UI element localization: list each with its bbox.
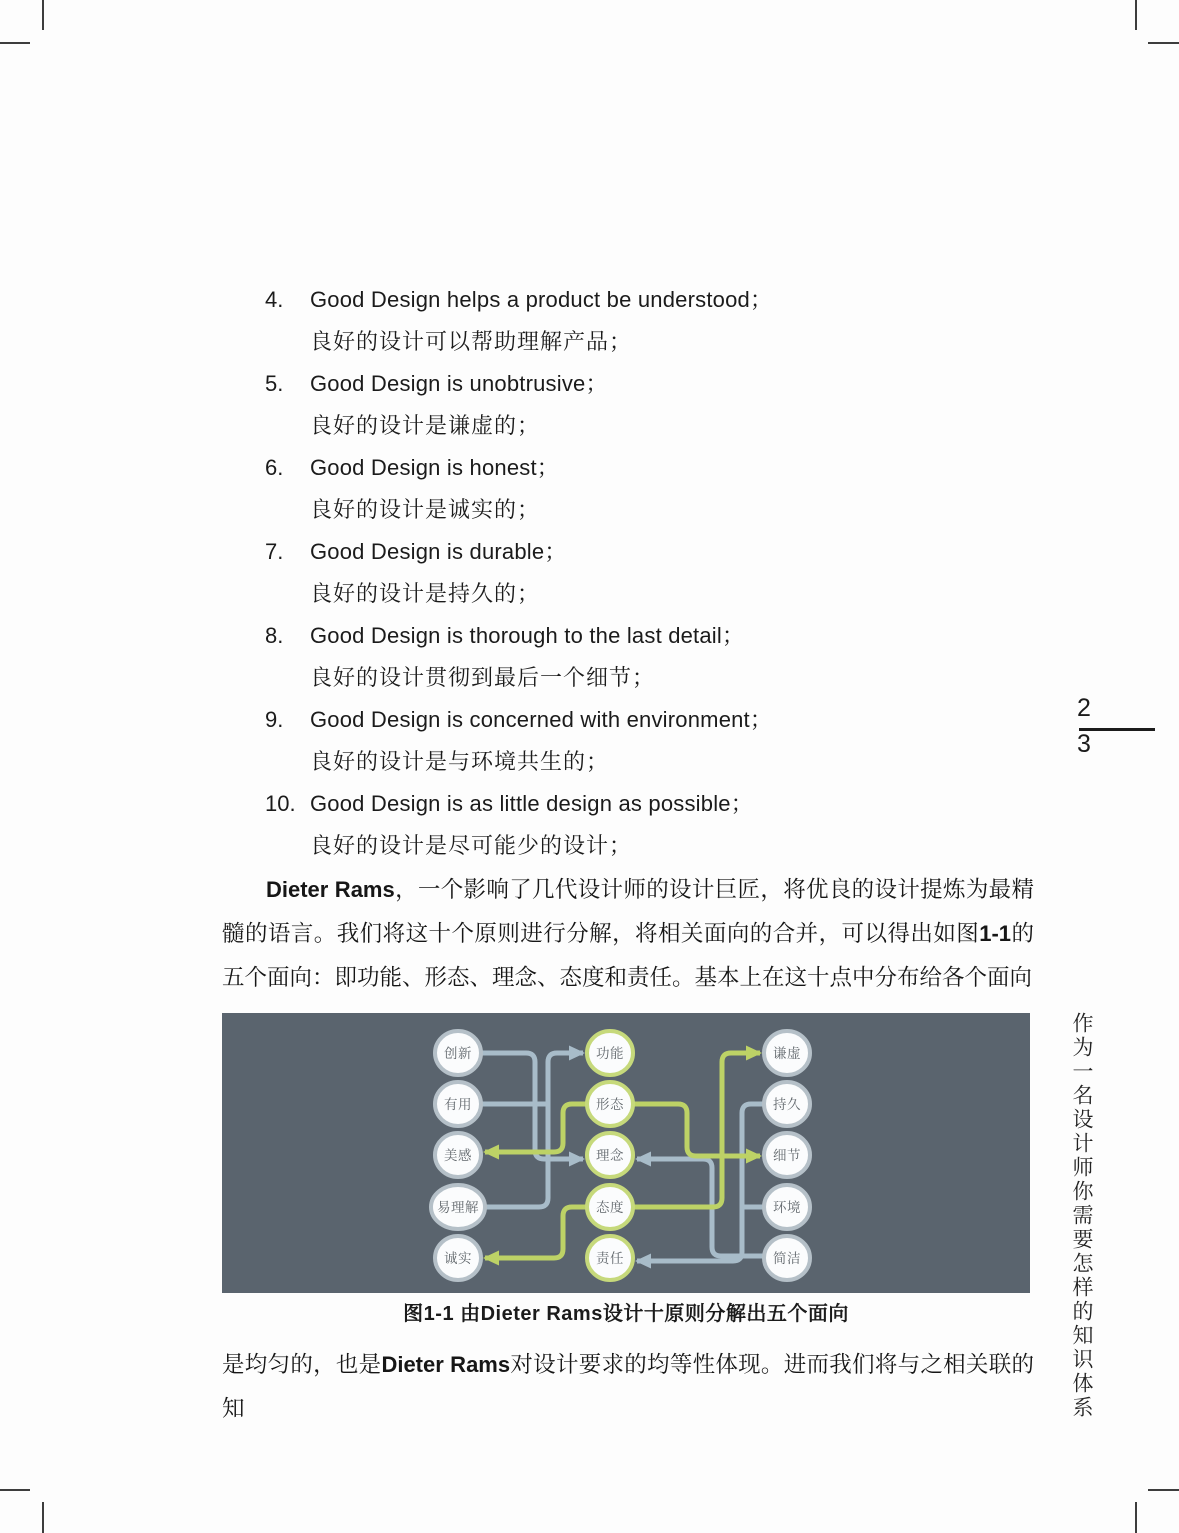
diagram-node-label: 易理解 bbox=[437, 1199, 479, 1215]
list-item bbox=[265, 699, 1055, 783]
diagram-node-label: 细节 bbox=[773, 1147, 801, 1163]
diagram-node bbox=[587, 1185, 633, 1229]
crop-mark-top-right-v bbox=[1135, 0, 1137, 30]
list-item-number: 4. bbox=[265, 287, 284, 312]
list-item-number: 7. bbox=[265, 539, 284, 564]
diagram-node bbox=[764, 1031, 810, 1075]
text-segment: Dieter Rams bbox=[266, 877, 395, 902]
crop-mark-bottom-right-h bbox=[1148, 1489, 1179, 1491]
diagram-node bbox=[435, 1236, 481, 1280]
principle-chinese: 良好的设计是与环境共生的； bbox=[310, 749, 610, 774]
principle-english: Good Design is thorough to the last detail； bbox=[310, 623, 745, 648]
diagram-node-label: 态度 bbox=[596, 1199, 624, 1215]
text-segment: Dieter Rams bbox=[381, 1352, 511, 1377]
page-number-top: 2 bbox=[1077, 694, 1091, 722]
diagram-node-label: 持久 bbox=[773, 1096, 801, 1112]
diagram-node bbox=[587, 1236, 633, 1280]
text-segment: 的五个面向：即功能、形态、理念、态度和责任。基本上在这十点中分布给各个面向 bbox=[222, 921, 1034, 990]
principle-english: Good Design helps a product be understood； bbox=[310, 287, 773, 312]
diagram-node bbox=[764, 1185, 810, 1229]
crop-mark-top-left-v bbox=[42, 0, 44, 30]
list-item-number: 5. bbox=[265, 371, 284, 396]
principle-english: Good Design is durable； bbox=[310, 539, 567, 564]
diagram-node bbox=[435, 1031, 481, 1075]
list-item bbox=[265, 279, 1055, 363]
crop-mark-top-right-h bbox=[1148, 42, 1179, 44]
principle-english: Good Design is as little design as possible； bbox=[310, 791, 753, 816]
list-item bbox=[265, 783, 1055, 867]
diagram-node-label: 简洁 bbox=[773, 1250, 801, 1266]
crop-mark-bottom-left-v bbox=[42, 1502, 44, 1533]
diagram-node-label: 功能 bbox=[596, 1045, 624, 1061]
diagram-node bbox=[431, 1185, 485, 1229]
principle-chinese: 良好的设计是尽可能少的设计； bbox=[310, 833, 633, 858]
crop-mark-bottom-left-h bbox=[0, 1489, 30, 1491]
crop-mark-bottom-right-v bbox=[1135, 1502, 1137, 1533]
diagram-node-label: 理念 bbox=[596, 1147, 624, 1163]
diagram-node bbox=[764, 1236, 810, 1280]
diagram-node bbox=[764, 1082, 810, 1126]
text-segment: 对设计要求的均等性体现。进而我们将与之相关联的知 bbox=[222, 1352, 1034, 1421]
crop-mark-top-left-h bbox=[0, 42, 30, 44]
list-item-number: 8. bbox=[265, 623, 284, 648]
text-segment: ，一个影响了几代设计师的设计巨匠，将优良的设计提炼为最精髓的语言。我们将这十个原则进行分解，将相关面向的合并，可以得出如图 bbox=[222, 877, 1034, 946]
diagram-node-label: 责任 bbox=[596, 1250, 624, 1266]
figure-caption: 图1-1 由Dieter Rams设计十原则分解出五个面向 bbox=[403, 1303, 849, 1325]
principle-chinese: 良好的设计贯彻到最后一个细节； bbox=[310, 665, 656, 690]
principle-chinese: 良好的设计是持久的； bbox=[310, 581, 541, 606]
list-item-number: 9. bbox=[265, 707, 284, 732]
diagram-node bbox=[435, 1133, 481, 1177]
figure-1-1 bbox=[222, 1013, 1030, 1293]
list-item bbox=[265, 447, 1055, 531]
diagram-node bbox=[764, 1133, 810, 1177]
list-item bbox=[265, 615, 1055, 699]
list-item bbox=[265, 363, 1055, 447]
text-segment: 1-1 bbox=[979, 921, 1012, 946]
principle-english: Good Design is honest； bbox=[310, 455, 559, 480]
list-item-number: 10. bbox=[265, 791, 296, 816]
paragraph-dieter-rams bbox=[222, 868, 1034, 1000]
principle-chinese: 良好的设计可以帮助理解产品； bbox=[310, 329, 633, 354]
diagram-node bbox=[587, 1133, 633, 1177]
principles-diagram bbox=[222, 1013, 1030, 1293]
diagram-node-label: 环境 bbox=[773, 1199, 801, 1215]
diagram-node-label: 形态 bbox=[596, 1096, 624, 1112]
diagram-node-label: 诚实 bbox=[444, 1250, 472, 1266]
list-item-number: 6. bbox=[265, 455, 284, 480]
principles-list bbox=[265, 279, 1055, 867]
diagram-node-label: 创新 bbox=[444, 1045, 472, 1061]
diagram-node-label: 美感 bbox=[444, 1147, 472, 1163]
diagram-node-label: 谦虚 bbox=[773, 1045, 801, 1061]
principle-english: Good Design is unobtrusive； bbox=[310, 371, 608, 396]
diagram-node bbox=[587, 1031, 633, 1075]
text-segment: 是均匀的，也是 bbox=[222, 1352, 382, 1377]
list-item bbox=[265, 531, 1055, 615]
principle-english: Good Design is concerned with environment； bbox=[310, 707, 773, 732]
book-side-title: 作为一名设计师你需要怎样的知识体系 bbox=[1070, 1012, 1094, 1420]
diagram-node-label: 有用 bbox=[444, 1096, 472, 1112]
page-number-bottom: 3 bbox=[1077, 730, 1091, 758]
principle-chinese: 良好的设计是谦虚的； bbox=[310, 413, 541, 438]
paragraph-continuation bbox=[222, 1343, 1034, 1431]
diagram-node bbox=[435, 1082, 481, 1126]
diagram-node bbox=[587, 1082, 633, 1126]
principle-chinese: 良好的设计是诚实的； bbox=[310, 497, 541, 522]
